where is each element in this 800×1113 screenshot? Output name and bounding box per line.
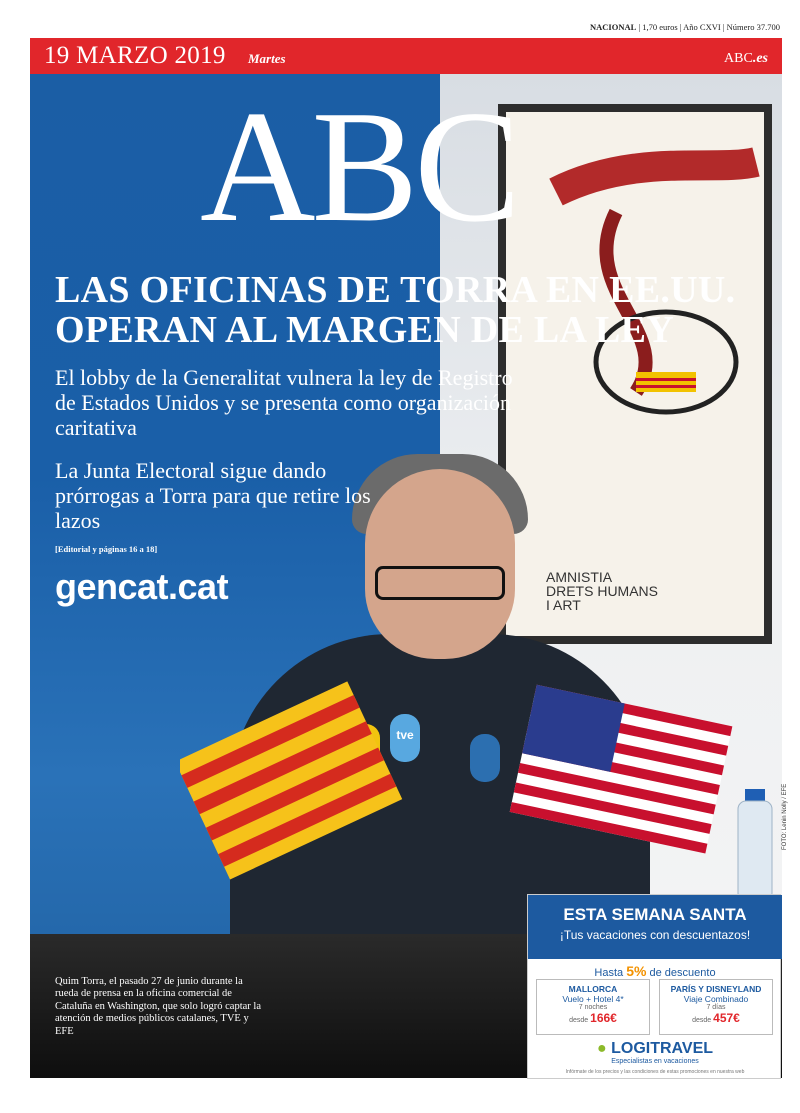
speaker-glasses [375,566,505,600]
photo-caption: Quim Torra, el pasado 27 de junio durante la rueda de prensa en la oficina comercial de Cataluña en Washington, que solo logró captar la atención de medios públicos catalanes, TVE y EFE [55,976,261,1037]
ad-title: ESTA SEMANA SANTA [563,905,747,924]
ad-tagline: Especialistas en vacaciones [611,1058,699,1065]
gencat-brand: gencat.cat [55,566,229,607]
date-bar [30,38,782,74]
edition-info: NACIONAL | 1,70 euros | Año CXVI | Número 37.700 [590,22,780,32]
offer-price [537,1011,649,1025]
price-value: 166€ [590,1011,617,1025]
mic-label: tve [396,728,414,742]
poster-line-3: I ART [546,597,581,613]
edition-label: NACIONAL [590,22,637,32]
poster-line-1: AMNISTIA [546,569,613,585]
main-headline: LAS OFICINAS DE TORRA EN EE.UU. OPERAN AL MARGEN DE LA LEY [55,269,736,351]
offer-duration: 7 noches [578,1004,608,1011]
offer-title: PARÍS Y DISNEYLAND [670,984,762,994]
price-from: desde [692,1017,712,1024]
offer-paris[interactable] [659,979,773,1035]
ad-fine-print: Infórmate de los precios y las condiciones de estas promociones en nuestra web [565,1069,745,1075]
logitravel-ad[interactable] [527,894,781,1079]
site-name: ABC [724,51,753,66]
catalan-flag [180,674,410,914]
issue-number: Número 37.700 [726,22,780,32]
ad-discount [528,963,782,979]
offer-price [660,1011,772,1025]
microphone-efe [470,734,500,782]
issue-date: 19 MARZO 2019 [44,42,226,69]
year: Año CXVI [683,22,721,32]
artwork-poster [498,104,772,644]
offer-detail: Vuelo + Hotel 4* [562,994,624,1004]
photo-credit: FOTO: Lenin Nolly / EFE [782,783,788,850]
discount-suffix: de descuento [649,967,716,979]
us-flag [500,674,740,884]
subheadline-2: La Junta Electoral sigue dando prórrogas a Torra para que retire los lazos [55,458,371,533]
newspaper-logo: ABC [200,77,517,255]
offer-detail: Viaje Combinado [683,994,749,1004]
page-reference: [Editorial y páginas 16 a 18] [55,544,158,554]
ad-subtitle: ¡Tus vacaciones con descuentazos! [559,928,751,942]
offer-duration: 7 días [706,1004,726,1011]
logitravel-logo [528,1040,782,1058]
discount-prefix: Hasta [594,967,624,979]
poster-caption [546,570,658,612]
offer-title: MALLORCA [568,984,618,994]
weekday: Martes [248,51,286,66]
price-from: desde [569,1017,589,1024]
map-pin-icon: ● [596,1040,607,1057]
price-value: 457€ [713,1011,740,1025]
speaker-face [365,469,515,659]
price: 1,70 euros [642,22,678,32]
water-bottle [730,784,780,904]
brand-name: LOGITRAVEL [611,1040,714,1057]
offer-mallorca[interactable] [536,979,650,1035]
discount-value: 5% [626,963,647,979]
site-tld: .es [752,51,768,66]
subheadline-1: El lobby de la Generalitat vulnera la ley de Registro de Estados Unidos y se presenta como organización caritativa [55,365,513,440]
website-link[interactable] [724,51,768,67]
poster-line-2: DRETS HUMANS [546,583,659,599]
